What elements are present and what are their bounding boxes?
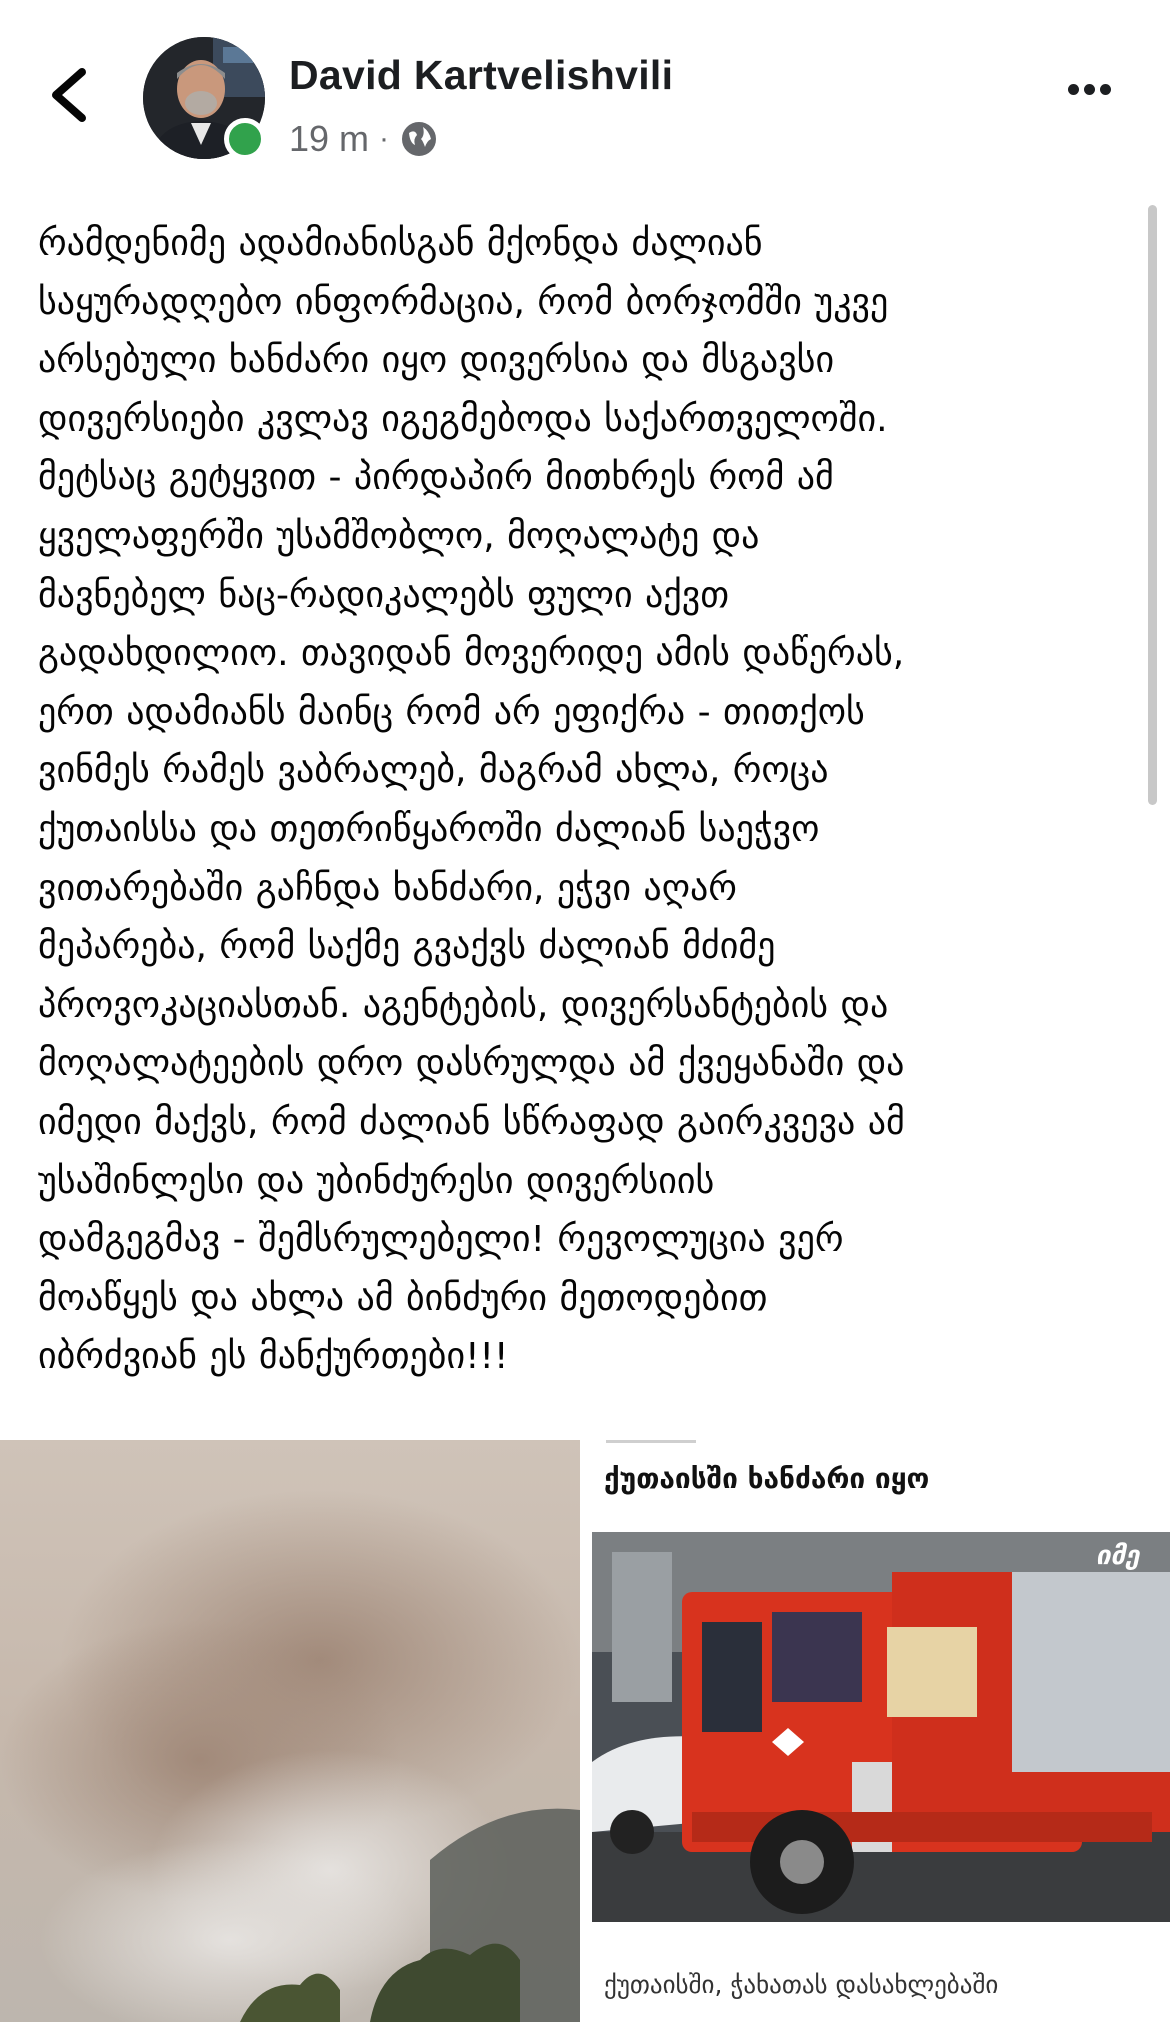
online-status-indicator xyxy=(224,118,266,160)
author-name[interactable]: David Kartvelishvili xyxy=(289,52,674,98)
more-options-button[interactable] xyxy=(1068,80,1128,110)
post-text: რამდენიმე ადამიანისგან მქონდა ძალიან საყურადღებო ინფორმაცია, რომ ბორჯომში უკვე არსებული ხანძარი იყო დივერსია და მსგავსი დივერსიები კვლავ იგეგმებოდა საქართველოში. მეტსაც გეტყვით - პირდაპირ მითხრეს რომ ამ ყველაფერში უსამშობლო, მოღალატე და მავნებელ ნაც-რადიკალებს ფული აქვთ გადახდილიო. თავიდან მოვერიდე ამის დაწერას, ერთ ადამიანს მაინც რომ არ ეფიქრა - თითქოს ვინმეს რამეს ვაბრალებ, მაგრამ ახლა, როცა ქუთაისსა და თეთრიწყაროში ძალიან საეჭვო ვითარებაში გაჩნდა ხანძარი, ეჭვი აღარ მეპარება, რომ საქმე გვაქვს ძალიან მძიმე პროვოკაციასთან. აგენტების, დივერსანტების და მოღალატეების დრო დასრულდა ამ ქვეყანაში და იმედი მაქვს, რომ ძალიან სწრაფად გაირკვევა ამ უსაშინლესი და უბინძურესი დივერსიის დამგეგმავ - შემსრულებელი! რევოლუცია ვერ მოაწყეს და ახლა ამ ბინძური მეთოდებით იბრძვიან ეს მანქურთები!!! xyxy=(38,223,905,1378)
shared-news-card[interactable] xyxy=(588,1440,1170,2022)
more-horizontal-icon xyxy=(1068,84,1079,95)
scrollbar[interactable] xyxy=(1148,205,1157,805)
back-button[interactable] xyxy=(40,60,100,130)
post-meta xyxy=(289,114,439,164)
post-header xyxy=(0,0,1170,180)
card-title: ქუთაისში ხანძარი იყო xyxy=(604,1462,930,1495)
channel-logo: იმე xyxy=(1096,1541,1140,1571)
fire-truck-photo xyxy=(592,1532,1170,1922)
meta-separator: · xyxy=(379,122,390,155)
globe-icon xyxy=(399,119,439,159)
fire-smoke-photo[interactable] xyxy=(0,1440,580,2022)
chevron-left-icon xyxy=(40,60,100,130)
post-media xyxy=(0,1440,1170,2022)
post-time[interactable]: 19 m xyxy=(289,118,370,159)
card-divider xyxy=(606,1440,696,1443)
card-caption: ქუთაისში, ჭახათას დასახლებაში xyxy=(604,1970,999,1999)
